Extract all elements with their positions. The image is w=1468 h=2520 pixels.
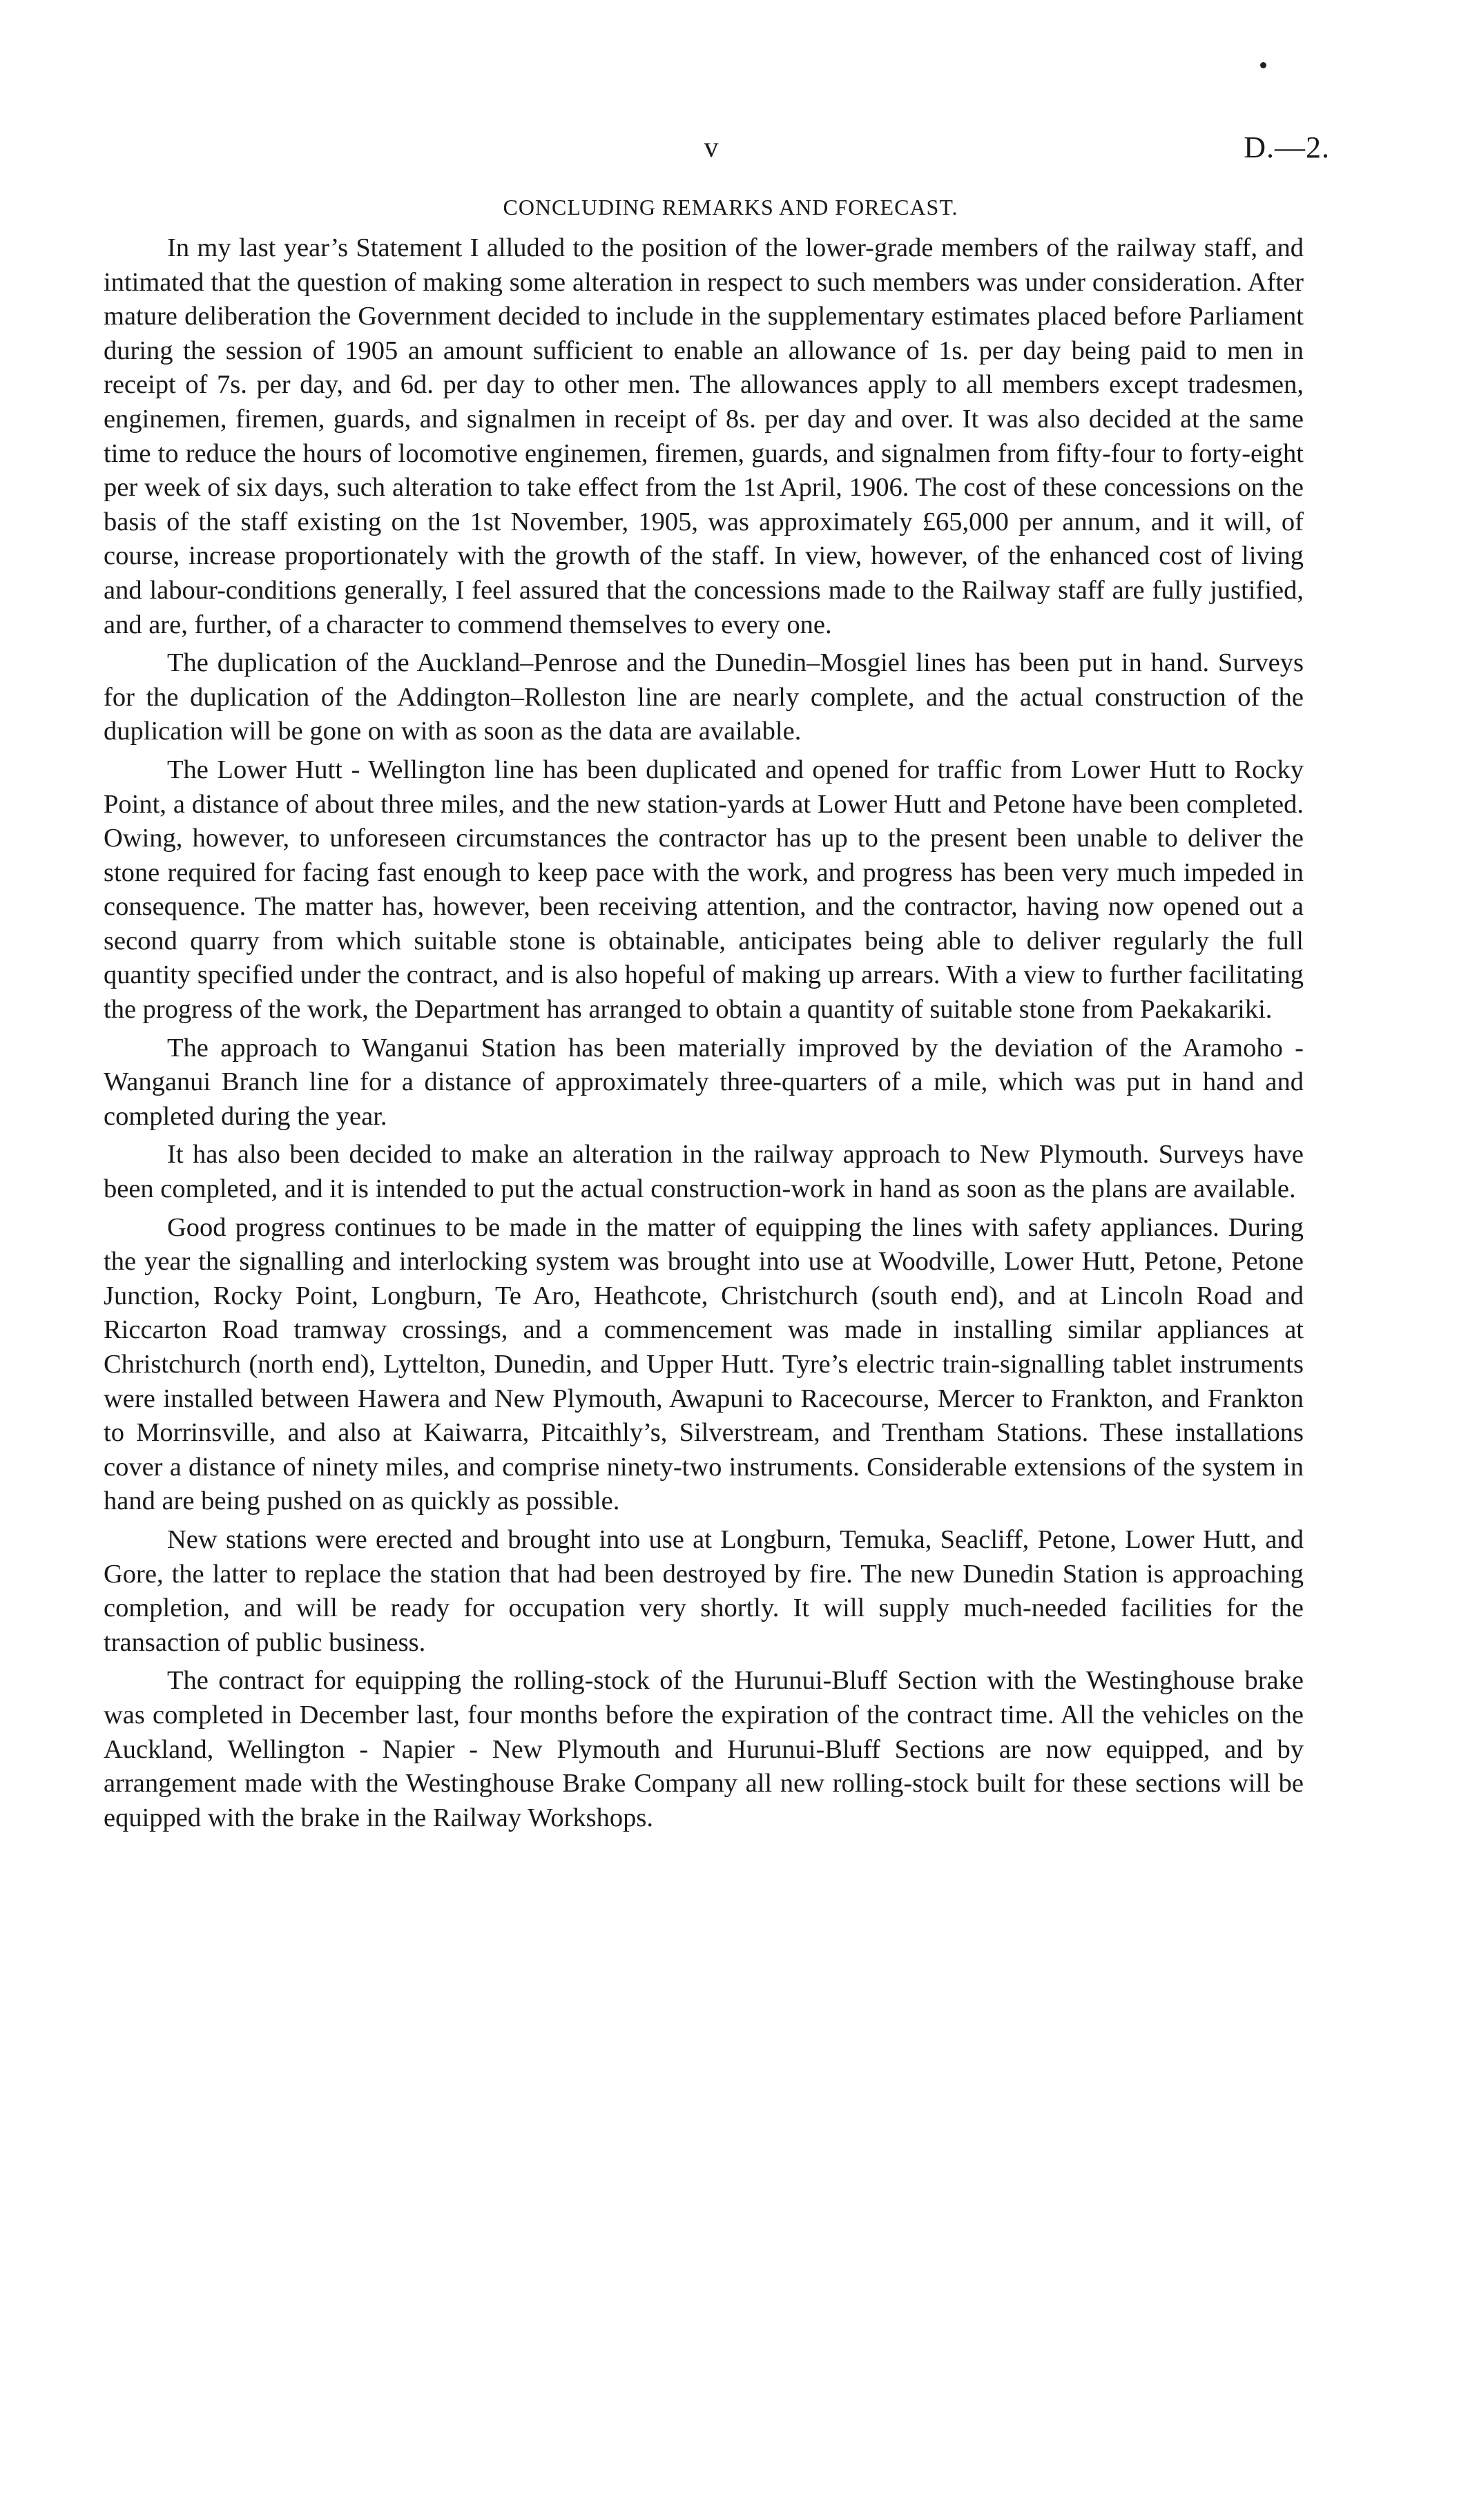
paragraph-staff-concessions: In my last year’s Statement I alluded to the position of the lower-grade members of the railway staff, and intimated that the question of making some alteration in respect to such members was under consideration. After mature deliberation the Government decided to include in the supplementary estimates placed before Parliament during the session of 1905 an amount sufficient to enable an allowance of 1s. per day being paid to men in receipt of 7s. per day, and 6d. per day to other men. The allowances apply to all members except tradesmen, enginemen, firemen, guards, and signalmen in receipt of 8s. per day and over. It was also decided at the same time to reduce the hours of locomotive enginemen, firemen, guards, and signalmen from fifty-four to forty-eight per week of six days, such alteration to take effect from the 1st April, 1906. The cost of these concessions on the basis of the staff existing on the 1st November, 1905, was approximately £65,000 per annum, and it will, of course, increase proportionately with the growth of the staff. In view, however, of the enhanced cost of living and labour-conditions generally, I feel assured that the concessions made to the Railway staff are fully justified, and are, further, of a character to commend themselves to every one.	[104, 233, 1304, 639]
paragraph-wanganui-approach: The approach to Wanganui Station has been materially improved by the deviation of the Aramoho - Wanganui Branch line for a distance of approximately three-quarters of a mile, which was put in hand and completed during the year.	[104, 1033, 1304, 1131]
page-number: v	[704, 132, 719, 164]
paragraph-westinghouse-brake: The contract for equipping the rolling-stock of the Hurunui-Bluff Section with the Westinghouse brake was completed in December last, four months before the expiration of the contract time. All the vehicles on the Auckland, Wellington - Napier - New Plymouth and Hurunui-Bluff Sections are now equipped, and by arrangement made with the Westinghouse Brake Company all new rolling-stock built for these sections will be equipped with the brake in the Railway Workshops.	[104, 1666, 1304, 1832]
scan-speck	[1260, 62, 1266, 68]
body-text	[104, 231, 1304, 1839]
paragraph-new-plymouth-approach: It has also been decided to make an alteration in the railway approach to New Plymouth. Surveys have been completed, and it is intended to put the actual construction-work in hand as soon as the plans are available.	[104, 1140, 1304, 1204]
paragraph-safety-appliances: Good progress continues to be made in the matter of equipping the lines with safety appliances. During the year the signalling and interlocking system was brought into use at Woodville, Lower Hutt, Petone, Petone Junction, Rocky Point, Longburn, Te Aro, Heathcote, Christchurch (south end), and at Lincoln Road and Riccarton Road tramway crossings, and a commencement was made in installing similar appliances at Christchurch (north end), Lyttelton, Dunedin, and Upper Hutt. Tyre’s electric train-signalling tablet instruments were installed between Hawera and New Plymouth, Awapuni to Racecourse, Mercer to Frankton, and Frankton to Morrinsville, and also at Kaiwarra, Pitcaithly’s, Silverstream, and Trentham Stations. These installations cover a distance of ninety miles, and comprise ninety-two instruments. Considerable extensions of the system in hand are being pushed on as quickly as possible.	[104, 1212, 1304, 1516]
section-heading: CONCLUDING REMARKS AND FORECAST.	[503, 195, 958, 220]
paragraph-lower-hutt-wellington: The Lower Hutt - Wellington line has been duplicated and opened for traffic from Lower Hutt to Rocky Point, a distance of about three miles, and the new station-yards at Lower Hutt and Petone have been completed. Owing, however, to unforeseen circumstances the contractor has up to the present been unable to deliver the stone required for facing fast enough to keep pace with the work, and progress has been very much impeded in consequence. The matter has, however, been receiving attention, and the contractor, having now opened out a second quarry from which suitable stone is obtainable, anticipates being able to deliver regularly the full quantity specified under the contract, and is also hopeful of making up arrears. With a view to further facilitating the progress of the work, the Department has arranged to obtain a quantity of suitable stone from Paekakariki.	[104, 755, 1304, 1025]
report-reference: D.—2.	[1244, 130, 1330, 164]
paragraph-line-duplication: The duplication of the Auckland–Penrose and the Dunedin–Mosgiel lines has been put in hand. Surveys for the duplication of the Addington–Rolleston line are nearly complete, and the actual construction of the duplication will be gone on with as soon as the data are available.	[104, 648, 1304, 746]
paragraph-new-stations: New stations were erected and brought into use at Longburn, Temuka, Seacliff, Petone, Lower Hutt, and Gore, the latter to replace the station that had been destroyed by fire. The new Dunedin Station is approaching completion, and will be ready for occupation very shortly. It will supply much-needed facilities for the transaction of public business.	[104, 1524, 1304, 1657]
